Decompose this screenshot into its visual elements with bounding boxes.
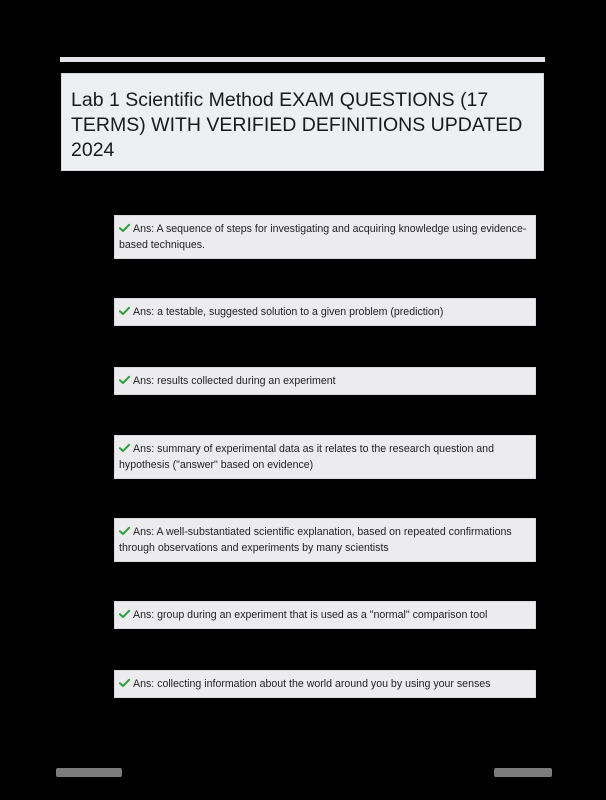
title-box <box>61 73 544 171</box>
answer-card <box>114 518 536 562</box>
footer-page-number <box>494 768 552 777</box>
answer-card <box>114 367 536 395</box>
answer-text: Ans: summary of experimental data as it relates to the research question and hypothesis ("answer" based on evidence) <box>119 443 494 471</box>
answer-text: Ans: group during an experiment that is used as a "normal" comparison tool <box>133 609 488 621</box>
answer-card <box>114 215 536 259</box>
checkmark-icon <box>119 443 130 453</box>
answer-card <box>114 601 536 629</box>
checkmark-icon <box>119 223 130 233</box>
answer-text: Ans: results collected during an experiment <box>133 375 336 387</box>
header-rule <box>60 57 545 62</box>
answer-text: Ans: A well-substantiated scientific explanation, based on repeated confirmations through observations and experiments by many scientists <box>119 526 512 554</box>
footer-watermark-left <box>56 768 122 777</box>
answer-text: Ans: A sequence of steps for investigating and acquiring knowledge using evidence-based techniques. <box>119 223 527 251</box>
answer-text: Ans: collecting information about the world around you by using your senses <box>133 678 491 690</box>
answer-card <box>114 670 536 698</box>
checkmark-icon <box>119 375 130 385</box>
answer-card <box>114 298 536 326</box>
checkmark-icon <box>119 678 130 688</box>
answer-card <box>114 435 536 479</box>
answer-text: Ans: a testable, suggested solution to a given problem (prediction) <box>133 306 444 318</box>
checkmark-icon <box>119 609 130 619</box>
checkmark-icon <box>119 526 130 536</box>
document-title: Lab 1 Scientific Method EXAM QUESTIONS (17 TERMS) WITH VERIFIED DEFINITIONS UPDATED 2024 <box>71 89 523 161</box>
checkmark-icon <box>119 306 130 316</box>
